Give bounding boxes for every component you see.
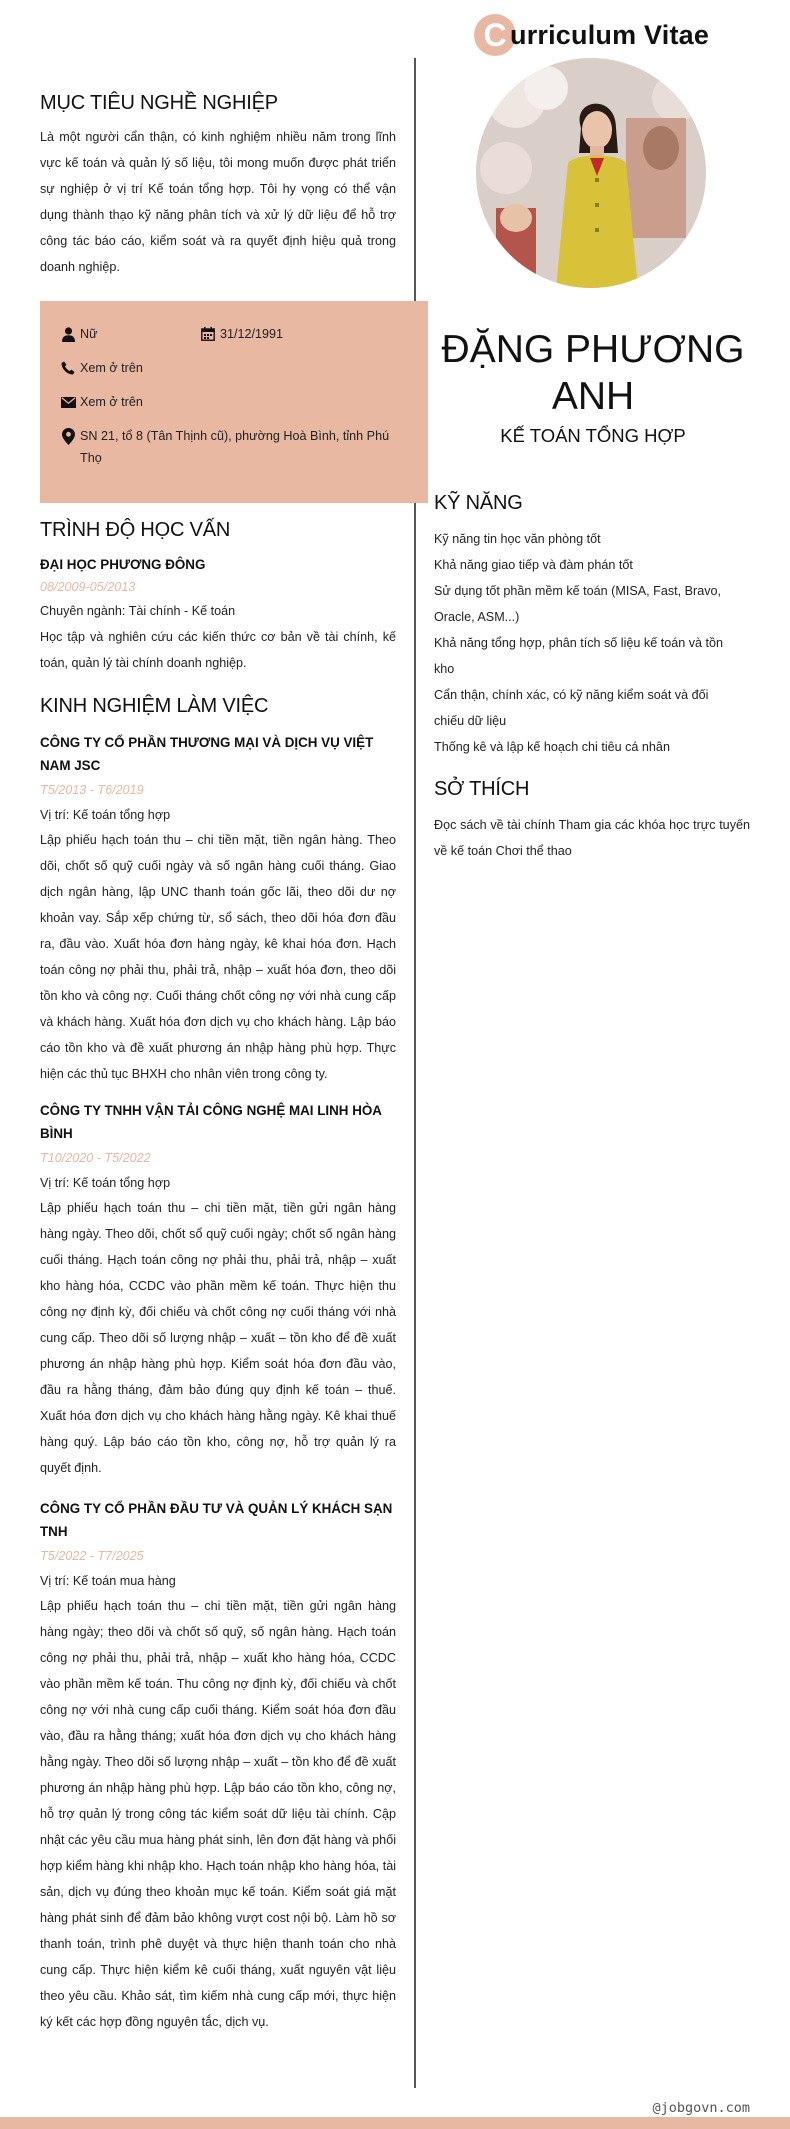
job-position: Vị trí: Kế toán tổng hợp bbox=[40, 808, 171, 822]
company-name: CÔNG TY CỔ PHẦN THƯƠNG MẠI VÀ DỊCH VỤ VIỆT NAM JSC bbox=[40, 735, 374, 773]
skills-heading: KỸ NĂNG bbox=[434, 492, 523, 514]
skill-item: Sử dụng tốt phần mềm kế toán (MISA, Fast, Bravo, Oracle, ASM...) bbox=[434, 584, 722, 624]
experience-heading: KINH NGHIỆM LÀM VIỆC bbox=[40, 695, 269, 717]
education-heading: TRÌNH ĐỘ HỌC VẤN bbox=[40, 519, 231, 541]
hobbies-text: Đọc sách về tài chính Tham gia các khóa học trực tuyến về kế toán Chơi thể thao bbox=[434, 818, 750, 858]
education-major: Chuyên ngành: Tài chính - Kế toán bbox=[40, 604, 236, 618]
education-description: Học tập và nghiên cứu các kiến thức cơ bản về tài chính, kế toán, quản lý tài chính doanh nghiệp. bbox=[40, 630, 396, 670]
experience-entry bbox=[40, 731, 396, 1087]
birthday-value: 31/12/1991 bbox=[220, 327, 284, 341]
envelope-icon bbox=[60, 391, 76, 413]
objective-text: Là một người cẩn thận, có kinh nghiệm nhiều năm trong lĩnh vực kế toán và quản lý số liệu, tôi mong muốn được phát triển sự nghiệp ở vị trí Kế toán tổng hợp. Tôi hy vọng có thể vận dụng thành thạo kỹ năng phân tích và xử lý dữ liệu để hỗ trợ công tác báo cáo, kiểm soát và ra quyết định hiệu quả trong doanh nghiệp. bbox=[40, 130, 396, 274]
objective-heading: MỤC TIÊU NGHỀ NGHIỆP bbox=[40, 92, 278, 114]
phone-row bbox=[60, 357, 143, 379]
person-icon bbox=[60, 323, 76, 345]
company-name: CÔNG TY CỔ PHẦN ĐẦU TƯ VÀ QUẢN LÝ KHÁCH SẠN TNH bbox=[40, 1501, 393, 1539]
email-row bbox=[60, 391, 143, 413]
job-date: T5/2022 - T7/2025 bbox=[40, 1549, 144, 1563]
cv-logo-text: urriculum Vitae bbox=[510, 19, 710, 50]
birthday-row bbox=[200, 323, 283, 345]
bottom-accent-bar bbox=[0, 2117, 790, 2129]
school-name: ĐẠI HỌC PHƯƠNG ĐÔNG bbox=[40, 557, 206, 572]
skill-item: Thống kê và lập kế hoạch chi tiêu cá nhân bbox=[434, 740, 670, 754]
location-pin-icon bbox=[60, 425, 76, 447]
profile-photo bbox=[476, 58, 706, 288]
calendar-icon bbox=[200, 323, 216, 345]
cv-logo bbox=[474, 14, 709, 56]
job-description: Lập phiếu hạch toán thu – chi tiền mặt, tiền ngân hàng. Theo dõi, chốt số quỹ cuối ngày và số ngân hàng cuối tháng. Giao dịch ngân hàng, lập UNC thanh toán gốc lãi, theo dõi dư nợ khoản vay. Sắp xếp chứng từ, sổ sách, theo dõi hóa đơn đầu ra, đầu vào. Xuất hóa đơn hàng ngày, kê khai hóa đơn. Hạch toán công nợ phải thu, phải trả, nhập – xuất hóa đơn, theo dõi tồn kho và công nợ. Cuối tháng chốt công nợ với nhà cung cấp và khách hàng. Xuất hóa đơn dịch vụ cho khách hàng. Lập báo cáo tồn kho và đề xuất phương án nhập hàng phù hợp. Thực hiện các thủ tục BHXH cho nhân viên trong công ty. bbox=[40, 833, 396, 1081]
job-description: Lập phiếu hạch toán thu – chi tiền mặt, tiền gửi ngân hàng hàng ngày; theo dõi và chốt số quỹ, số ngân hàng. Hạch toán công nợ phải thu, phải trả, nhập – xuất kho hàng hóa, CCDC vào phần mềm kế toán. Thu công nợ định kỳ, đối chiếu và chốt công nợ với nhà cung cấp cuối tháng. Kiểm soát hóa đơn đầu vào, đầu ra hằng tháng; xuất hóa đơn dịch vụ cho khách hàng hằng ngày. Theo dõi số lượng nhập – xuất – tồn kho để đề xuất phương án nhập hàng phù hợp. Lập báo cáo tồn kho, công nợ, hỗ trợ quản lý trong công tác kiểm soát dữ liệu tài chính. Cập nhật các yêu cầu mua hàng phát sinh, lên đơn đặt hàng và phối hợp kiểm hàng khi nhập kho. Hạch toán nhập kho hàng hóa, tài sản, dịch vụ đúng theo khoản mục kế toán. Kiểm soát giá mặt hàng phát sinh để đảm bảo không vượt cost nội bộ. Làm hồ sơ thanh toán, trình phê duyệt và thực hiện thanh toán cho nhà cung cấp. Thực hiện kiểm kê cuối tháng, xuất nguyên vật liệu theo yêu cầu. Khảo sát, tìm kiếm nhà cung cấp mới, thực hiện ký kết các hợp đồng nguyên tắc, dịch vụ. bbox=[40, 1599, 396, 2029]
experience-entry bbox=[40, 1099, 396, 1481]
skill-item: Cẩn thận, chính xác, có kỹ năng kiểm soát và đối chiếu dữ liệu bbox=[434, 688, 709, 728]
full-name: ĐẶNG PHƯƠNG ANH bbox=[441, 328, 745, 418]
address-row bbox=[60, 425, 390, 469]
email-value: Xem ở trên bbox=[80, 395, 143, 409]
hobbies-heading: SỞ THÍCH bbox=[434, 778, 530, 800]
gender-value: Nữ bbox=[80, 327, 98, 341]
company-name: CÔNG TY TNHH VẬN TẢI CÔNG NGHỆ MAI LINH HÒA BÌNH bbox=[40, 1103, 382, 1141]
job-description: Lập phiếu hạch toán thu – chi tiền mặt, tiền gửi ngân hàng hàng ngày. Theo dõi, chốt sổ quỹ cuối ngày; chốt số ngân hàng cuối tháng. Hạch toán công nợ phải thu, phải trả, nhập – xuất kho hàng hóa, CCDC vào phần mềm kế toán. Thực hiện thu công nợ định kỳ, đối chiếu và chốt công nợ cuối tháng với nhà cung cấp. Theo dõi số lượng nhập – xuất – tồn kho để đề xuất phương án nhập hàng phù hợp. Kiểm soát hóa đơn đầu vào, đầu ra hằng tháng, đảm bảo đúng quy định kế toán – thuế. Xuất hóa đơn dịch vụ cho khách hàng hằng ngày. Kê khai thuế hàng quý. Lập báo cáo tồn kho, công nợ, hỗ trợ quản lý ra quyết định. bbox=[40, 1201, 396, 1475]
skill-item: Khả năng giao tiếp và đàm phán tốt bbox=[434, 558, 633, 572]
job-title: KẾ TOÁN TỔNG HỢP bbox=[500, 425, 686, 446]
job-date: T10/2020 - T5/2022 bbox=[40, 1151, 151, 1165]
cv-logo-letter: C bbox=[474, 14, 516, 56]
gender-row bbox=[60, 323, 98, 345]
skills-list bbox=[434, 526, 738, 760]
job-date: T5/2013 - T6/2019 bbox=[40, 783, 144, 797]
education-date: 08/2009-05/2013 bbox=[40, 580, 136, 594]
watermark: @jobgovn.com bbox=[652, 2100, 750, 2116]
skill-item: Kỹ năng tin học văn phòng tốt bbox=[434, 532, 601, 546]
job-position: Vị trí: Kế toán mua hàng bbox=[40, 1574, 176, 1588]
address-value: SN 21, tổ 8 (Tân Thịnh cũ), phường Hoà Bình, tỉnh Phú Thọ bbox=[80, 429, 390, 465]
contact-info-box bbox=[40, 301, 428, 503]
job-position: Vị trí: Kế toán tổng hợp bbox=[40, 1176, 171, 1190]
education-entry bbox=[40, 553, 396, 676]
experience-entry bbox=[40, 1497, 396, 2035]
phone-icon bbox=[60, 357, 76, 379]
phone-value: Xem ở trên bbox=[80, 361, 143, 375]
skill-item: Khả năng tổng hợp, phân tích số liệu kế toán và tồn kho bbox=[434, 636, 724, 676]
